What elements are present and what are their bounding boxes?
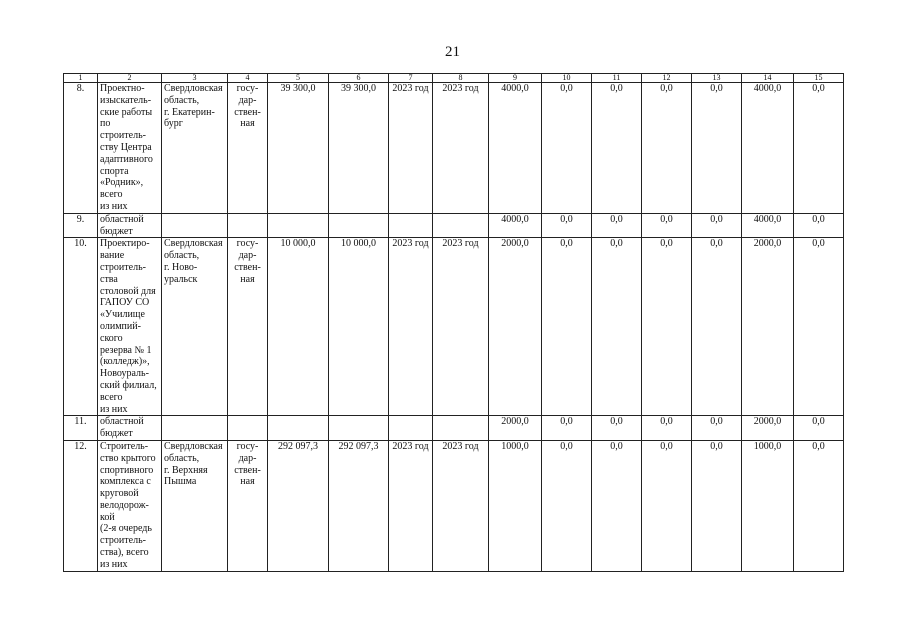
cell-amount-col14: 4000,0 bbox=[742, 213, 794, 238]
cell-remaining-cost bbox=[329, 213, 389, 238]
cell-start-year bbox=[389, 416, 433, 441]
cell-ownership bbox=[228, 213, 268, 238]
budget-table bbox=[63, 73, 844, 572]
cell-end-year: 2023 год bbox=[433, 238, 489, 416]
cell-row-number: 9. bbox=[64, 213, 98, 238]
column-number: 9 bbox=[489, 74, 542, 83]
cell-start-year: 2023 год bbox=[389, 238, 433, 416]
cell-location bbox=[162, 416, 228, 441]
cell-object-name: Строитель- ство крытого спортивного комплекса с круговой велодорож- кой (2-я очередь строитель- ства), всего из них bbox=[98, 440, 162, 571]
cell-amount-col14: 2000,0 bbox=[742, 238, 794, 416]
cell-amount-col10: 0,0 bbox=[542, 440, 592, 571]
column-number: 3 bbox=[162, 74, 228, 83]
cell-location bbox=[162, 213, 228, 238]
cell-start-year: 2023 год bbox=[389, 83, 433, 214]
cell-remaining-cost: 10 000,0 bbox=[329, 238, 389, 416]
cell-amount-col15: 0,0 bbox=[794, 238, 844, 416]
cell-amount-col15: 0,0 bbox=[794, 213, 844, 238]
cell-location: Свердловская область, г. Екатерин- бург bbox=[162, 83, 228, 214]
cell-amount-col14: 2000,0 bbox=[742, 416, 794, 441]
cell-end-year: 2023 год bbox=[433, 440, 489, 571]
cell-amount-total: 1000,0 bbox=[489, 440, 542, 571]
cell-amount-col12: 0,0 bbox=[642, 238, 692, 416]
column-number: 8 bbox=[433, 74, 489, 83]
column-number: 13 bbox=[692, 74, 742, 83]
cell-amount-total: 4000,0 bbox=[489, 83, 542, 214]
cell-row-number: 10. bbox=[64, 238, 98, 416]
cell-ownership bbox=[228, 416, 268, 441]
cell-object-name: областной бюджет bbox=[98, 416, 162, 441]
cell-amount-col11: 0,0 bbox=[592, 416, 642, 441]
cell-amount-col13: 0,0 bbox=[692, 238, 742, 416]
cell-amount-total: 4000,0 bbox=[489, 213, 542, 238]
cell-end-year: 2023 год bbox=[433, 83, 489, 214]
page-number: 21 bbox=[445, 44, 460, 60]
column-number: 7 bbox=[389, 74, 433, 83]
cell-amount-col10: 0,0 bbox=[542, 416, 592, 441]
cell-amount-col15: 0,0 bbox=[794, 83, 844, 214]
cell-amount-col11: 0,0 bbox=[592, 83, 642, 214]
cell-amount-col11: 0,0 bbox=[592, 440, 642, 571]
cell-amount-col15: 0,0 bbox=[794, 416, 844, 441]
column-number: 5 bbox=[268, 74, 329, 83]
table-row bbox=[64, 213, 844, 238]
column-number: 14 bbox=[742, 74, 794, 83]
column-number: 6 bbox=[329, 74, 389, 83]
cell-remaining-cost: 292 097,3 bbox=[329, 440, 389, 571]
cell-row-number: 8. bbox=[64, 83, 98, 214]
cell-amount-col13: 0,0 bbox=[692, 416, 742, 441]
cell-end-year bbox=[433, 416, 489, 441]
cell-amount-col13: 0,0 bbox=[692, 440, 742, 571]
cell-estimated-cost: 10 000,0 bbox=[268, 238, 329, 416]
cell-object-name: областной бюджет bbox=[98, 213, 162, 238]
column-number: 12 bbox=[642, 74, 692, 83]
cell-amount-col12: 0,0 bbox=[642, 440, 692, 571]
table-row bbox=[64, 416, 844, 441]
cell-row-number: 11. bbox=[64, 416, 98, 441]
table-row bbox=[64, 83, 844, 214]
cell-amount-col11: 0,0 bbox=[592, 213, 642, 238]
cell-estimated-cost: 292 097,3 bbox=[268, 440, 329, 571]
cell-ownership: госу- дар- ствен- ная bbox=[228, 440, 268, 571]
column-number: 11 bbox=[592, 74, 642, 83]
cell-estimated-cost: 39 300,0 bbox=[268, 83, 329, 214]
cell-amount-col12: 0,0 bbox=[642, 213, 692, 238]
cell-object-name: Проектно- изыскатель- ские работы по строитель- ству Центра адаптивного спорта «Родник», всего из них bbox=[98, 83, 162, 214]
cell-end-year bbox=[433, 213, 489, 238]
cell-row-number: 12. bbox=[64, 440, 98, 571]
cell-amount-col11: 0,0 bbox=[592, 238, 642, 416]
table-row bbox=[64, 238, 844, 416]
cell-amount-col10: 0,0 bbox=[542, 213, 592, 238]
cell-amount-col12: 0,0 bbox=[642, 83, 692, 214]
column-number: 4 bbox=[228, 74, 268, 83]
cell-start-year: 2023 год bbox=[389, 440, 433, 571]
cell-start-year bbox=[389, 213, 433, 238]
cell-location: Свердловская область, г. Верхняя Пышма bbox=[162, 440, 228, 571]
cell-amount-col14: 1000,0 bbox=[742, 440, 794, 571]
cell-ownership: госу- дар- ствен- ная bbox=[228, 238, 268, 416]
cell-amount-col14: 4000,0 bbox=[742, 83, 794, 214]
table-row bbox=[64, 440, 844, 571]
cell-amount-col10: 0,0 bbox=[542, 238, 592, 416]
cell-amount-total: 2000,0 bbox=[489, 416, 542, 441]
column-number: 2 bbox=[98, 74, 162, 83]
cell-amount-col13: 0,0 bbox=[692, 213, 742, 238]
cell-remaining-cost bbox=[329, 416, 389, 441]
column-number: 10 bbox=[542, 74, 592, 83]
column-number: 1 bbox=[64, 74, 98, 83]
cell-object-name: Проектиро- вание строитель- ства столовой для ГАПОУ СО «Училище олимпий- ского резерва № 1 (колледж)», Новоураль- ский филиал, всего из них bbox=[98, 238, 162, 416]
cell-amount-col15: 0,0 bbox=[794, 440, 844, 571]
cell-amount-col13: 0,0 bbox=[692, 83, 742, 214]
column-number: 15 bbox=[794, 74, 844, 83]
cell-estimated-cost bbox=[268, 416, 329, 441]
column-number-row bbox=[64, 74, 844, 83]
cell-remaining-cost: 39 300,0 bbox=[329, 83, 389, 214]
cell-ownership: госу- дар- ствен- ная bbox=[228, 83, 268, 214]
cell-location: Свердловская область, г. Ново- уральск bbox=[162, 238, 228, 416]
cell-amount-total: 2000,0 bbox=[489, 238, 542, 416]
cell-amount-col12: 0,0 bbox=[642, 416, 692, 441]
cell-amount-col10: 0,0 bbox=[542, 83, 592, 214]
cell-estimated-cost bbox=[268, 213, 329, 238]
